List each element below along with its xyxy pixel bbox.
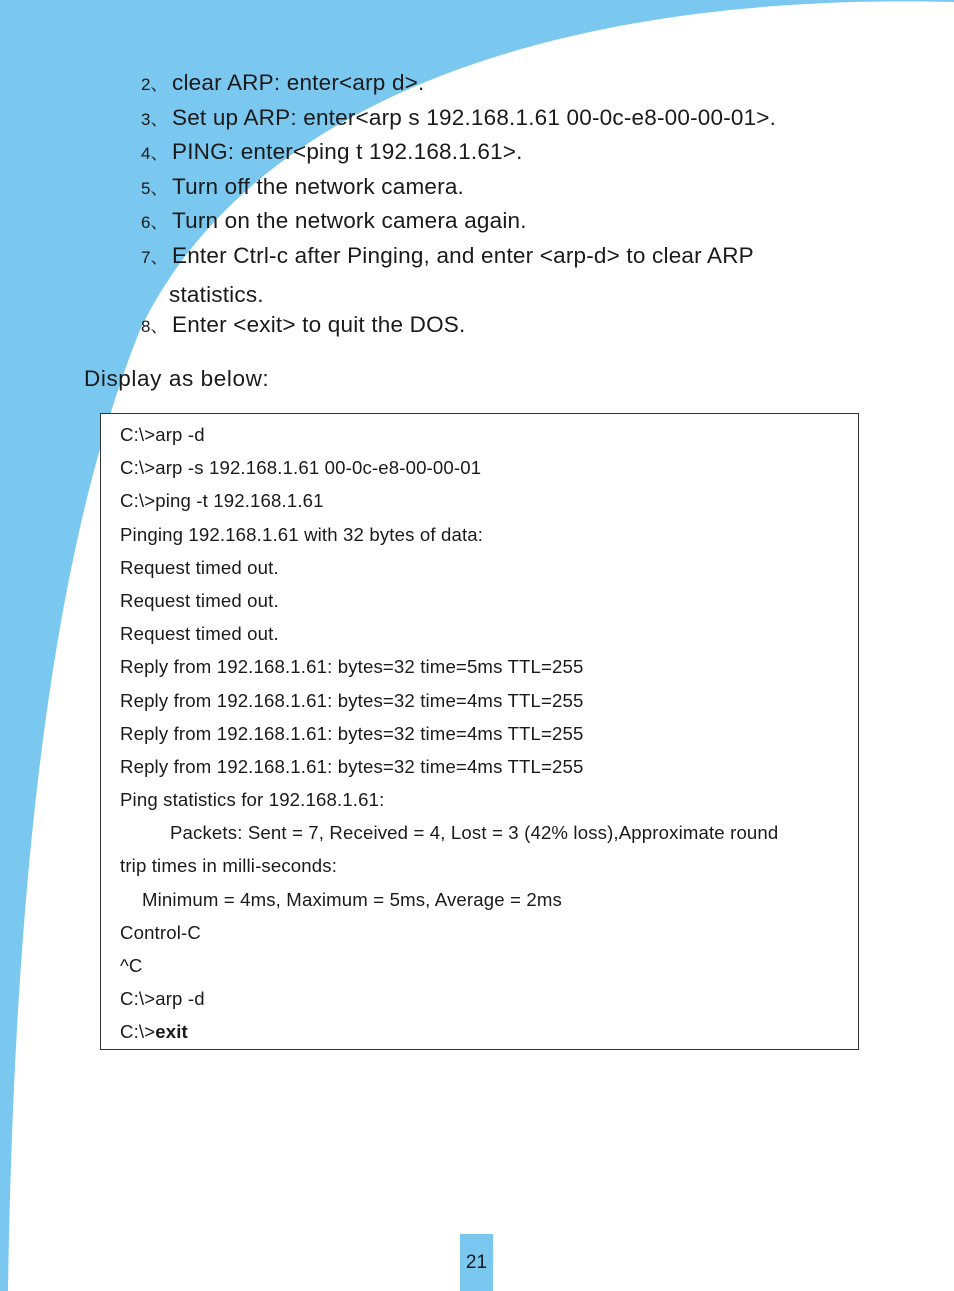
step-item (141, 139, 901, 174)
console-line: Reply from 192.168.1.61: bytes=32 time=4ms TTL=255 (120, 689, 584, 711)
console-line: ^C (120, 955, 143, 976)
step-number: 8、 (141, 317, 168, 337)
console-line: Minimum = 4ms, Maximum = 5ms, Average = 2ms (142, 888, 562, 910)
exit-command: exit (155, 1021, 188, 1043)
step-list (141, 70, 901, 347)
console-line: Reply from 192.168.1.61: bytes=32 time=5ms TTL=255 (120, 656, 584, 678)
console-line: C:\>ping -t 192.168.1.61 (120, 490, 324, 512)
step-item (141, 105, 901, 140)
console-line: Request timed out. (120, 623, 279, 645)
step-text: PING: enter<ping t 192.168.1.61>. (172, 139, 523, 165)
step-text: Enter <exit> to quit the DOS. (172, 312, 466, 338)
display-heading: Display as below: (84, 366, 270, 391)
console-line: C:\>arp -s 192.168.1.61 00-0c-e8-00-00-01 (120, 457, 482, 479)
step-text-continuation: statistics. (169, 281, 264, 307)
console-line: Packets: Sent = 7, Received = 4, Lost = 3 (42% loss),Approximate round (170, 822, 779, 844)
console-line: Request timed out. (120, 589, 279, 611)
step-number: 4、 (141, 144, 168, 164)
console-line: C:\>arp -d (120, 988, 205, 1010)
step-text: Turn on the network camera again. (172, 208, 527, 234)
step-text: Turn off the network camera. (172, 173, 464, 199)
step-number: 2、 (141, 75, 168, 94)
console-line: Reply from 192.168.1.61: bytes=32 time=4ms TTL=255 (120, 755, 584, 777)
step-text: clear ARP: enter<arp d>. (172, 70, 425, 95)
page-number: 21 (460, 1234, 493, 1291)
console-line: Ping statistics for 192.168.1.61: (120, 789, 385, 811)
step-item (141, 174, 901, 209)
console-prompt: C:\> (120, 1021, 156, 1043)
console-line: Request timed out. (120, 556, 279, 578)
console-line: trip times in milli-seconds: (120, 855, 338, 877)
step-item (141, 70, 901, 105)
step-number: 7、 (141, 247, 168, 267)
step-item (141, 243, 901, 278)
step-text: Set up ARP: enter<arp s 192.168.1.61 00-0c-e8-00-00-01>. (172, 104, 777, 130)
console-line: Control-C (120, 921, 201, 943)
console-output-box (100, 413, 859, 1050)
console-line: C:\>arp -d (120, 424, 205, 445)
step-item (141, 312, 901, 347)
step-number: 3、 (141, 109, 168, 129)
console-line: Pinging 192.168.1.61 with 32 bytes of data: (120, 523, 484, 545)
console-line: Reply from 192.168.1.61: bytes=32 time=4ms TTL=255 (120, 722, 584, 744)
step-text: Enter Ctrl-c after Pinging, and enter <arp-d> to clear ARP (172, 242, 754, 268)
step-number: 5、 (141, 178, 168, 198)
console-line-exit (120, 1017, 858, 1050)
step-number: 6、 (141, 213, 168, 233)
step-item (141, 208, 901, 243)
